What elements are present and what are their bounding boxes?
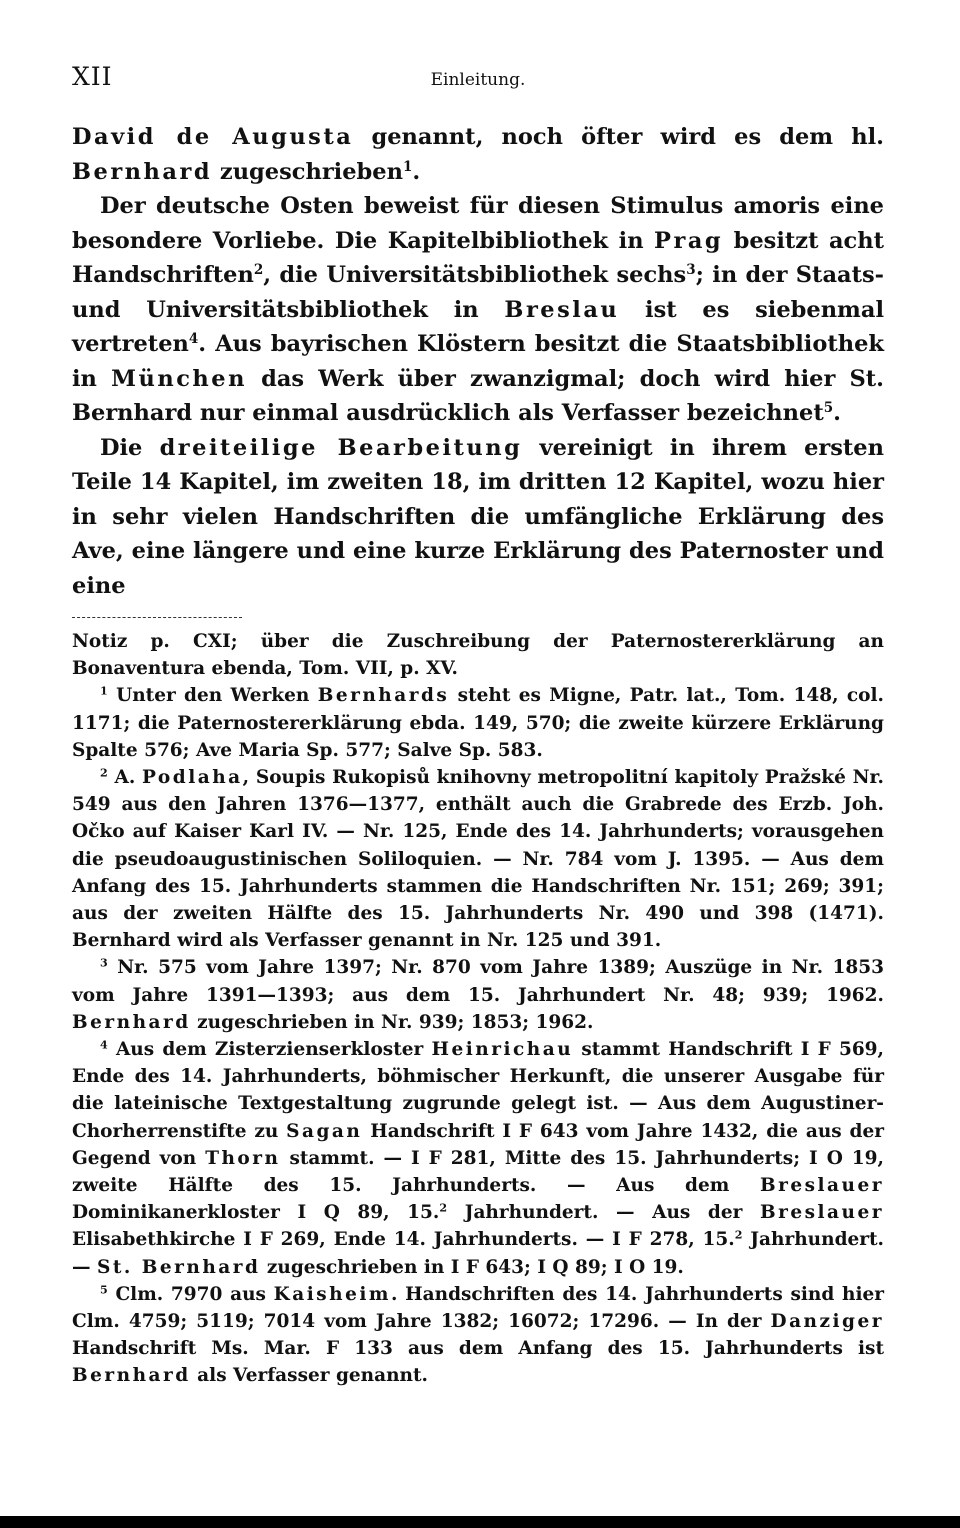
place-name: Thorn [205,1147,281,1169]
footnote-marker: 2 [100,766,108,780]
text-run: das Werk über zwanzigmal; doch wird hier St. Bernhard nur einmal ausdrücklich als Verfasser bezeichnet [72,365,884,426]
text-run: . [833,400,841,426]
author-name: Bernhard [72,1011,191,1033]
text-run: Unter den Werken [107,685,318,707]
footnote-marker: 5 [100,1283,108,1297]
text-run: Clm. 7970 aus [107,1283,274,1305]
text-run: . Aus bayrischen Klöstern besitzt die Staatsbibliothek in [72,331,884,392]
footnote-continuation: Notiz p. CXI; über die Zuschreibung der Paternostererklärung an Bonaventura ebenda, Tom. VII, p. XV. [72,631,884,680]
place-name: Breslauer [759,1175,884,1197]
text-run: Der deutsche Osten beweist für diesen Stimulus amoris eine besondere Vorliebe. Die Kapitelbibliothek in [72,193,884,254]
text-run: . [412,158,421,185]
footnote-ref: 5 [823,399,834,416]
term: dreiteilige Bearbeitung [159,434,523,461]
superscript: 2 [734,1228,743,1242]
author-name: David de Augusta [72,124,354,150]
text-run: steht es Migne, Patr. lat., Tom. 148, col. 1171; die Paternostererklärung ebda. 149, 570; die zweite kürzere Erklärung Spalte 576; Ave Maria Sp. 577; Salve Sp. 583. [72,685,884,761]
footnote-marker: 3 [100,956,108,970]
footnote-3 [72,954,884,1036]
footnote-marker: 4 [100,1038,108,1052]
place-name: Prag [654,227,724,254]
paragraph-3 [72,431,884,604]
paragraph-1 [72,120,884,189]
text-run: Elisabethkirche I F 269, Ende 14. Jahrhunderts. — I F 278, 15. [72,1229,735,1251]
scan-border [0,1516,960,1528]
footnote-5 [72,1281,884,1390]
text-run: stammt Handschrift I F 569, Ende des 14. Jahrhunderts, böhmischer Herkunft, die unserer Ausgabe für die lateinische Textgestaltung zugrunde gelegt ist. — Aus dem Augustiner-Chorherrenstifte zu [72,1039,884,1142]
book-page [72,62,884,1390]
text-run: besitzt acht Handschriften [72,227,884,288]
place-name: Breslauer [759,1202,884,1224]
text-run: Handschrift I F 643 vom Jahre 1432, die aus der Gegend von [72,1120,884,1169]
place-name: Breslau [504,296,620,323]
paragraph-2 [72,189,884,431]
footnote-ref: 3 [686,261,696,278]
place-name: Heinrichau [431,1039,574,1061]
place-name: Sagan [286,1120,363,1142]
text-run: ; in der Staats- und Universitätsbibliothek in [72,262,884,323]
text-run: zugeschrieben in I F 643; I Q 89; I O 19. [260,1256,684,1278]
footnote-marker: 1 [100,684,108,698]
footnotes [72,628,884,1390]
text-run: stammt. — I F 281, Mitte des 15. Jahrhunderts; I O 19, zweite Hälfte des 15. Jahrhunderts. — Aus dem [72,1147,884,1197]
footnote-4 [72,1036,884,1281]
author-name: Bernhards [317,685,450,707]
place-name: Danziger [770,1311,884,1333]
superscript: 2 [439,1201,448,1215]
place-name: Kaisheim [273,1283,392,1305]
author-name: Bernhard [72,158,213,185]
text-run: Jahrhundert. — [72,1229,885,1278]
footnote-separator [72,617,242,618]
text-run: ist es siebenmal vertreten [72,296,884,357]
text-run: , Soupis Rukopisů knihovny metropolitní kapitoly Pražské Nr. 549 aus den Jahren 1376—1377, enthält auch die Grabrede des Erzb. Joh. Očko auf Kaiser Karl IV. — Nr. 125, Ende des 14. Jahrhunderts; vorausgehen die pseudoaugustinischen Soliloquien. — Nr. 784 vom J. 1395. — Aus dem Anfang des 15. Jahrhunderts stammen die Handschriften Nr. 151; 269; 391; aus der zweiten Hälfte des 15. Jahrhunderts Nr. 490 und 398 (1471). Bernhard wird als Verfasser genannt in Nr. 125 und 391. [72,767,884,952]
text-run: A. [107,767,143,789]
text-run: vereinigt in ihrem ersten Teile 14 Kapitel, im zweiten 18, im dritten 12 Kapitel, wozu hier in sehr vielen Handschriften die umfängliche Erklärung des Ave, eine längere und eine kurze Erklärung des Paternoster und eine [72,434,884,599]
page-header [72,62,884,102]
text-run: Nr. 575 vom Jahre 1397; Nr. 870 vom Jahre 1389; Auszüge in Nr. 1853 vom Jahre 1391—1393; aus dem 15. Jahrhundert Nr. 48; 939; 1962. [72,957,884,1006]
page-number: XII [72,62,113,91]
author-name: Podlaha [142,767,243,789]
place-name: München [111,365,247,392]
footnote-ref: 4 [188,330,199,347]
author-name: Bernhard [72,1365,191,1387]
running-title: Einleitung. [430,70,526,90]
text-run: , die Universitätsbibliothek sechs [263,262,687,288]
main-text [72,120,884,603]
text-run: Dominikanerkloster I Q 89, 15. [72,1202,440,1224]
text-run: genannt, noch öfter wird es dem hl. [353,124,884,150]
footnote-2 [72,764,884,954]
text-run: Aus dem Zisterzienserkloster [107,1039,432,1061]
text-run: zugeschrieben [212,158,403,185]
text-run: Handschrift Ms. Mar. F 133 aus dem Anfang des 15. Jahrhunderts ist [72,1338,884,1360]
text-run: als Verfasser genannt. [190,1365,428,1387]
text-run: Die [100,434,160,461]
text-run: zugeschrieben in Nr. 939; 1853; 1962. [190,1011,594,1033]
text-run: . Handschriften des 14. Jahrhunderts sind hier Clm. 4759; 5119; 7014 vom Jahre 1382; 16072; 17296. — In der [72,1283,884,1333]
author-name: St. Bernhard [96,1256,261,1278]
footnote-ref: 2 [253,261,264,278]
footnote-1 [72,682,884,764]
text-run: Jahrhundert. — Aus der [447,1202,760,1224]
footnote-ref: 1 [402,158,413,175]
